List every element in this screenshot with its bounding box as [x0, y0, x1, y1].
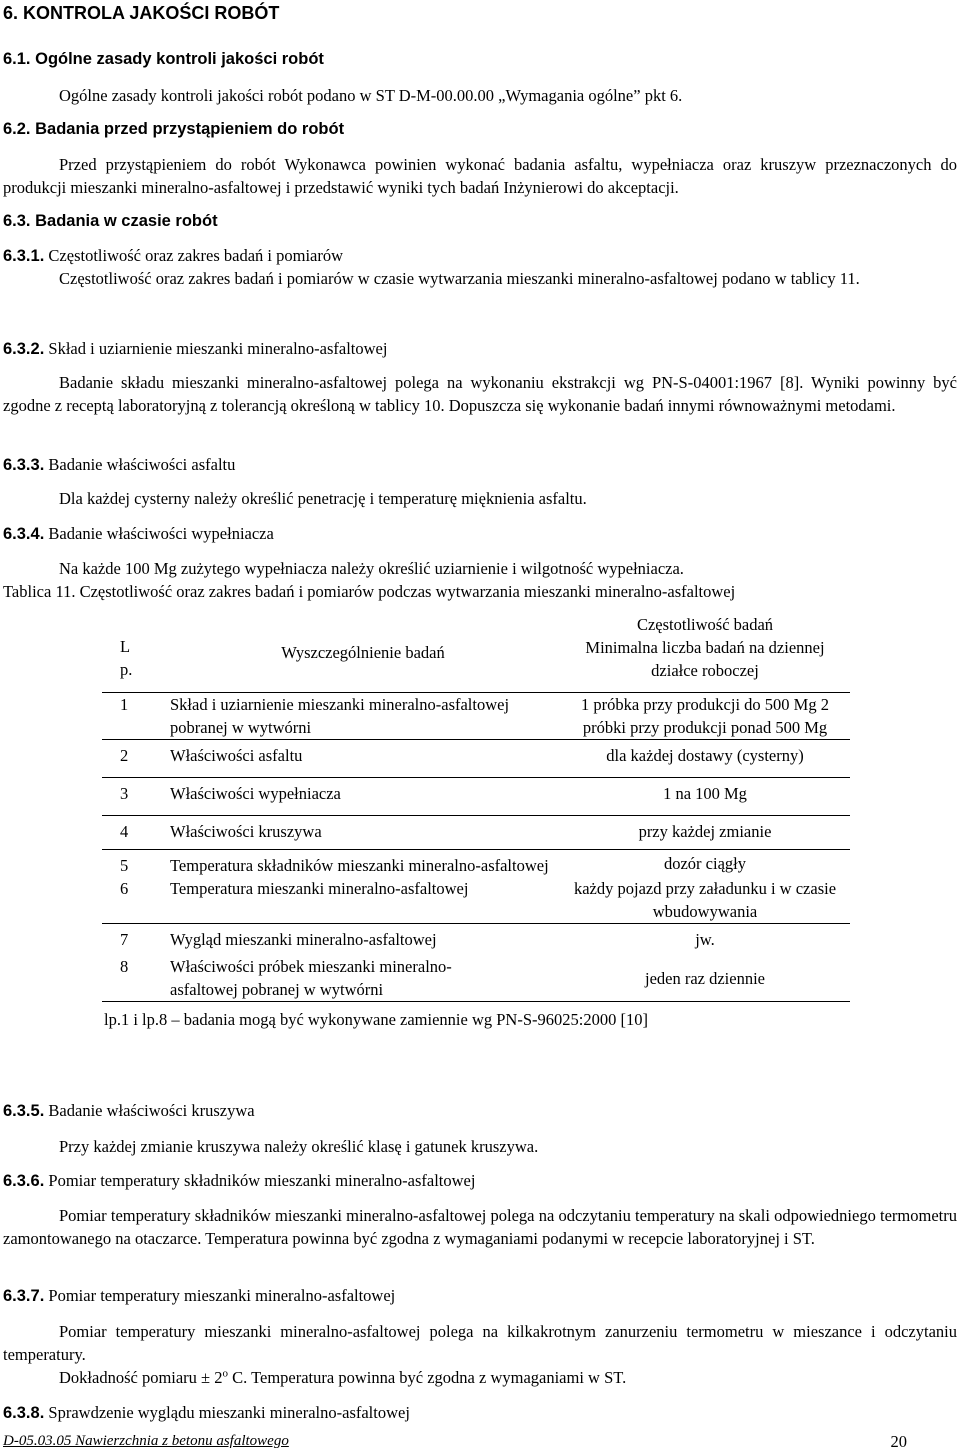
table-row	[102, 924, 850, 956]
section-6-3-2-text: Badanie składu mieszanki mineralno-asfaltowej polega na wykonaniu ekstrakcji wg PN-S-04001:1967 [8]. Wyniki powinny być zgodne z receptą laboratoryjną z tolerancją określoną w tablicy 10. Dopuszcza się wykonanie badań innymi równoważnymi metodami.	[3, 373, 957, 415]
section-number: 6.3.3.	[3, 456, 45, 474]
row-lp: 4	[102, 816, 166, 850]
section-title: Skład i uziarnienie mieszanki mineralno-asfaltowej	[48, 339, 388, 358]
page-number: 20	[890, 1432, 907, 1451]
row-lp: 8	[120, 957, 129, 976]
section-6-3-7-accuracy: Dokładność pomiaru ± $2^o$ C. Temperatura powinna być zgodna z wymaganiami w ST.	[59, 1367, 627, 1387]
section-6-3-3-heading	[3, 453, 957, 477]
section-6-1-text: Ogólne zasady kontroli jakości robót podano w ST D-M-00.00.00 „Wymagania ogólne” pkt 6.	[59, 86, 683, 105]
row-lp: 2	[102, 740, 166, 778]
table-row	[102, 778, 850, 816]
row-frequency: przy każdej zmianie	[560, 816, 850, 850]
page-footer	[3, 1430, 957, 1453]
section-title: Sprawdzenie wyglądu mieszanki mineralno-asfaltowej	[48, 1403, 410, 1422]
row-description: Właściwości wypełniacza	[166, 778, 560, 816]
header-lp: L p.	[120, 636, 133, 679]
section-number: 6.3.8.	[3, 1404, 45, 1422]
section-6-3-3-text: Dla każdej cysterny należy określić penetrację i temperaturę mięknienia asfaltu.	[59, 489, 587, 508]
row-lp: 5	[102, 850, 166, 878]
row-description: Temperatura składników mieszanki mineralno-asfaltowej	[166, 850, 560, 878]
table-11	[102, 613, 850, 1031]
section-6-3-4-heading	[3, 522, 957, 546]
row-lp: 1	[102, 693, 166, 740]
table-row	[102, 816, 850, 850]
section-6-3-8-heading	[3, 1401, 957, 1425]
header-frequency: Częstotliwość badań Minimalna liczba badań na dziennej działce roboczej	[585, 615, 825, 680]
row-frequency: jeden raz dziennie	[644, 968, 765, 988]
section-6-3-6-text: Pomiar temperatury składników mieszanki mineralno-asfaltowej polega na odczytaniu temperatury na skali odpowiedniego termometru zamontowanego na otaczarce. Temperatura powinna być zgodna z wymaganiami podanymi w recepcie laboratoryjnej i ST.	[3, 1206, 957, 1248]
row-frequency: każdy pojazd przy załadunku i w czasie wbudowywania	[573, 879, 837, 921]
section-6-3-7-heading	[3, 1284, 957, 1308]
section-number: 6.3.6.	[3, 1172, 45, 1190]
section-6-2-text: Przed przystąpieniem do robót Wykonawca powinien wykonać badania asfaltu, wypełniacza oraz kruszyw przeznaczonych do produkcji mieszanki mineralno-asfaltowej i przedstawić wyniki tych badań Inżynierowi do akceptacji.	[3, 155, 957, 197]
document-code: D-05.03.05 Nawierzchnia z betonu asfaltowego	[3, 1433, 289, 1449]
row-description: Skład i uziarnienie mieszanki mineralno-asfaltowej pobranej w wytwórni	[166, 693, 560, 740]
section-6-1-heading: 6.1. Ogólne zasady kontroli jakości robót	[3, 50, 324, 68]
row-lp: 3	[102, 778, 166, 816]
table-row	[102, 955, 850, 1002]
section-number: 6.3.1.	[3, 247, 45, 265]
table-row	[102, 877, 850, 924]
row-frequency: dozór ciągły	[560, 850, 850, 878]
section-6-3-4-text: Na każde 100 Mg zużytego wypełniacza należy określić uziarnienie i wilgotność wypełniacza.	[59, 559, 684, 578]
section-6-3-1-heading	[3, 244, 957, 268]
section-6-3-1-text: Częstotliwość oraz zakres badań i pomiarów w czasie wytwarzania mieszanki mineralno-asfaltowej podano w tablicy 11.	[59, 269, 860, 288]
section-title: Badanie właściwości asfaltu	[48, 455, 236, 474]
section-title: Badanie właściwości wypełniacza	[48, 524, 274, 543]
section-6-heading: 6. KONTROLA JAKOŚCI ROBÓT	[3, 3, 280, 23]
header-description: Wyszczególnienie badań	[281, 643, 445, 662]
section-6-3-2-heading	[3, 337, 957, 361]
row-description: Właściwości asfaltu	[166, 740, 560, 778]
section-6-3-5-text: Przy każdej zmianie kruszywa należy określić klasę i gatunek kruszywa.	[59, 1137, 539, 1156]
row-frequency: 1 na 100 Mg	[560, 778, 850, 816]
row-lp: 7	[102, 924, 166, 956]
section-number: 6.3.5.	[3, 1102, 45, 1120]
table-header-row	[102, 613, 850, 693]
row-description: Wygląd mieszanki mineralno-asfaltowej	[166, 924, 560, 956]
table-11-caption: Tablica 11. Częstotliwość oraz zakres badań i pomiarów podczas wytwarzania mieszanki mineralno-asfaltowej	[3, 582, 736, 601]
section-6-3-heading: 6.3. Badania w czasie robót	[3, 212, 218, 230]
section-6-3-7-text: Pomiar temperatury mieszanki mineralno-asfaltowej polega na kilkakrotnym zanurzeniu termometru w mieszance i odczytaniu temperatury.	[3, 1322, 957, 1364]
row-frequency: 1 próbka przy produkcji do 500 Mg 2 próbki przy produkcji ponad 500 Mg	[560, 693, 850, 740]
row-lp: 6	[120, 879, 129, 898]
section-title: Pomiar temperatury składników mieszanki mineralno-asfaltowej	[48, 1171, 476, 1190]
table-row	[102, 740, 850, 778]
table-row	[102, 693, 850, 740]
row-description: Właściwości próbek mieszanki mineralno-asfaltowej pobranej w wytwórni	[170, 957, 452, 999]
section-number: 6.3.2.	[3, 340, 45, 358]
section-title: Częstotliwość oraz zakres badań i pomiarów	[48, 246, 344, 265]
section-6-3-6-heading	[3, 1169, 957, 1193]
table-note-row	[102, 1002, 850, 1032]
row-description: Temperatura mieszanki mineralno-asfaltowej	[170, 879, 469, 898]
section-number: 6.3.7.	[3, 1287, 45, 1305]
table-row	[102, 850, 850, 878]
row-frequency: dla każdej dostawy (cysterny)	[560, 740, 850, 778]
row-frequency: jw.	[560, 924, 850, 956]
row-description: Właściwości kruszywa	[166, 816, 560, 850]
section-number: 6.3.4.	[3, 525, 45, 543]
section-6-2-heading: 6.2. Badania przed przystąpieniem do robót	[3, 120, 345, 138]
section-6-3-5-heading	[3, 1099, 957, 1123]
section-title: Pomiar temperatury mieszanki mineralno-asfaltowej	[48, 1286, 396, 1305]
table-note: lp.1 i lp.8 – badania mogą być wykonywane zamiennie wg PN-S-96025:2000 [10]	[102, 1002, 850, 1032]
section-title: Badanie właściwości kruszywa	[48, 1101, 255, 1120]
